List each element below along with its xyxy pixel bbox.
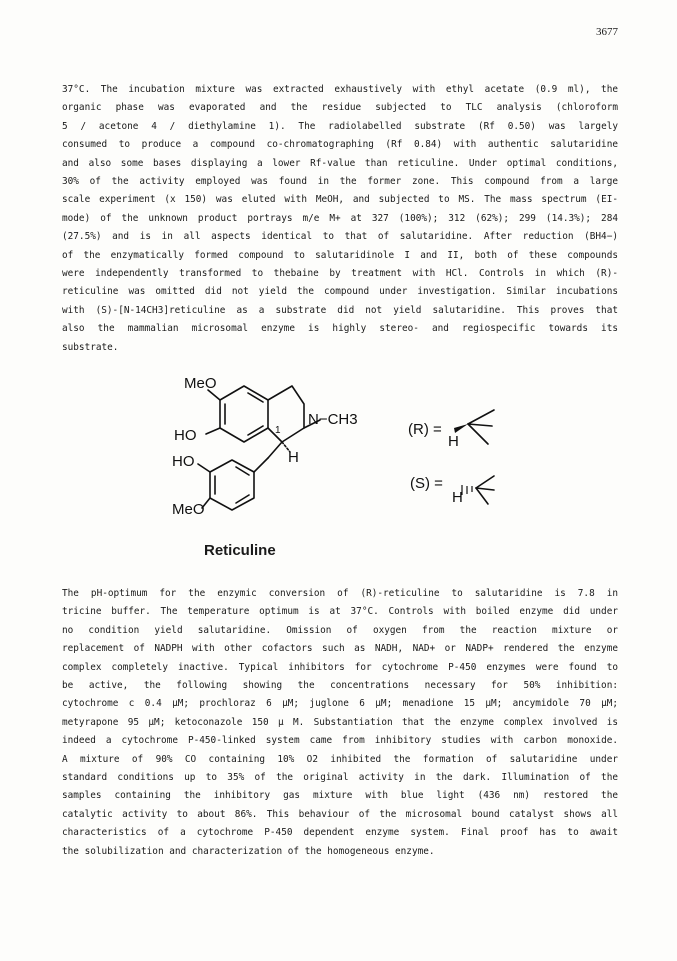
text-line: complex completely inactive. Typical inhibitors for cytochrome P-450 enzymes were found to	[62, 661, 618, 673]
ho-upper-label: HO	[174, 427, 197, 444]
text-line: no condition yield salutaridine. Omission of oxygen from the reaction mixture or	[62, 624, 618, 636]
text-line: of the enzymatically formed compound to salutaridinole I and II, both of these compounds	[62, 249, 618, 261]
r-hydrogen-label: H	[448, 433, 459, 450]
paragraph-results	[62, 81, 618, 357]
text-line: The pH-optimum for the enzymic conversion of (R)-reticuline to salutaridine is 7.8 in	[62, 588, 618, 599]
text-line: and also some bases displaying a lower Rf-value than reticuline. Under optimal conditions,	[62, 157, 618, 169]
ho-lower-label: HO	[172, 453, 195, 470]
text-line: catalytic activity to about 86%. This behaviour of the microsomal bound catalyst shows all	[62, 808, 618, 820]
paragraph-characterization	[62, 585, 618, 861]
text-line: A mixture of 90% CO containing 10% O2 inhibited the formation of salutaridine under	[62, 753, 618, 765]
meo-top-label: MeO	[184, 375, 217, 392]
text-line: be active, the following showing the concentrations necessary for 50% inhibition:	[62, 680, 618, 692]
text-line: 30% of the activity employed was found in the former zone. This compound from a large	[62, 176, 618, 188]
text-line: indeed a cytochrome P-450-linked system came from inhibitory studies with carbon monoxide.	[62, 735, 618, 747]
text-line: the solubilization and characterization of the homogeneous enzyme.	[62, 845, 435, 857]
text-line: samples containing the inhibitory gas mixture with blue light (436 nm) restored the	[62, 790, 618, 802]
meo-bottom-label: MeO	[172, 501, 205, 518]
r-configuration-label: (R) =	[408, 421, 442, 438]
text-line: with (S)-[N-14CH3]reticuline as a substrate did not yield salutaridine. This proves that	[62, 304, 618, 316]
position-1-label: 1	[275, 425, 281, 436]
text-line: were independently transformed to thebaine by treatment with HCl. Controls in which (R)-	[62, 268, 618, 280]
text-line: replacement of NADPH with other cofactors such as NADH, NAD+ or NADP+ rendered the enzyme	[62, 643, 618, 655]
c1-hydrogen-label: H	[288, 449, 299, 466]
text-line: characteristics of a cytochrome P-450 dependent enzyme system. Final proof has to await	[62, 827, 618, 839]
text-line: mode) of the unknown product portrays m/e M+ at 327 (100%); 312 (62%); 299 (14.3%); 284	[62, 212, 618, 224]
n-methyl-label: N−CH3	[308, 411, 358, 428]
text-line: cytochrome c 0.4 µM; prochloraz 6 µM; juglone 6 µM; menadione 15 µM; ancymidole 70 µM;	[62, 698, 618, 710]
reticuline-figure	[150, 368, 530, 568]
reticuline-structure-drawing	[150, 368, 530, 568]
figure-caption: Reticuline	[204, 542, 276, 559]
text-line: standard conditions up to 35% of the original activity in the dark. Illumination of the	[62, 772, 618, 784]
text-line: (27.5%) and is in all aspects identical to that of salutaridine. After reduction (BH4−)	[62, 231, 618, 243]
s-configuration-label: (S) =	[410, 475, 443, 492]
text-line: substrate.	[62, 341, 119, 353]
text-line: tricine buffer. The temperature optimum is at 37°C. Controls with boiled enzyme did under	[62, 606, 618, 618]
text-line: 37°C. The incubation mixture was extracted exhaustively with ethyl acetate (0.9 ml), the	[62, 84, 618, 95]
text-line: reticuline was omitted did not yield the compound under investigation. Similar incubations	[62, 286, 618, 298]
text-line: also the mammalian microsomal enzyme is highly stereo- and regiospecific towards its	[62, 323, 618, 335]
text-line: consumed to produce a compound co-chromatographing (Rf 0.84) with authentic salutaridine	[62, 139, 618, 151]
text-line: metyrapone 95 µM; ketoconazole 150 µ M. Substantiation that the enzyme complex involved is	[62, 716, 618, 728]
s-hydrogen-label: H	[452, 489, 463, 506]
text-line: 5 / acetone 4 / diethylamine 1). The radiolabelled substrate (Rf 0.50) was largely	[62, 120, 618, 132]
text-line: scale experiment (x 150) was eluted with MeOH, and subjected to MS. The mass spectrum (EI-	[62, 194, 618, 206]
page-number: 3677	[596, 26, 618, 38]
text-line: organic phase was evaporated and the residue subjected to TLC analysis (chloroform	[62, 102, 618, 114]
